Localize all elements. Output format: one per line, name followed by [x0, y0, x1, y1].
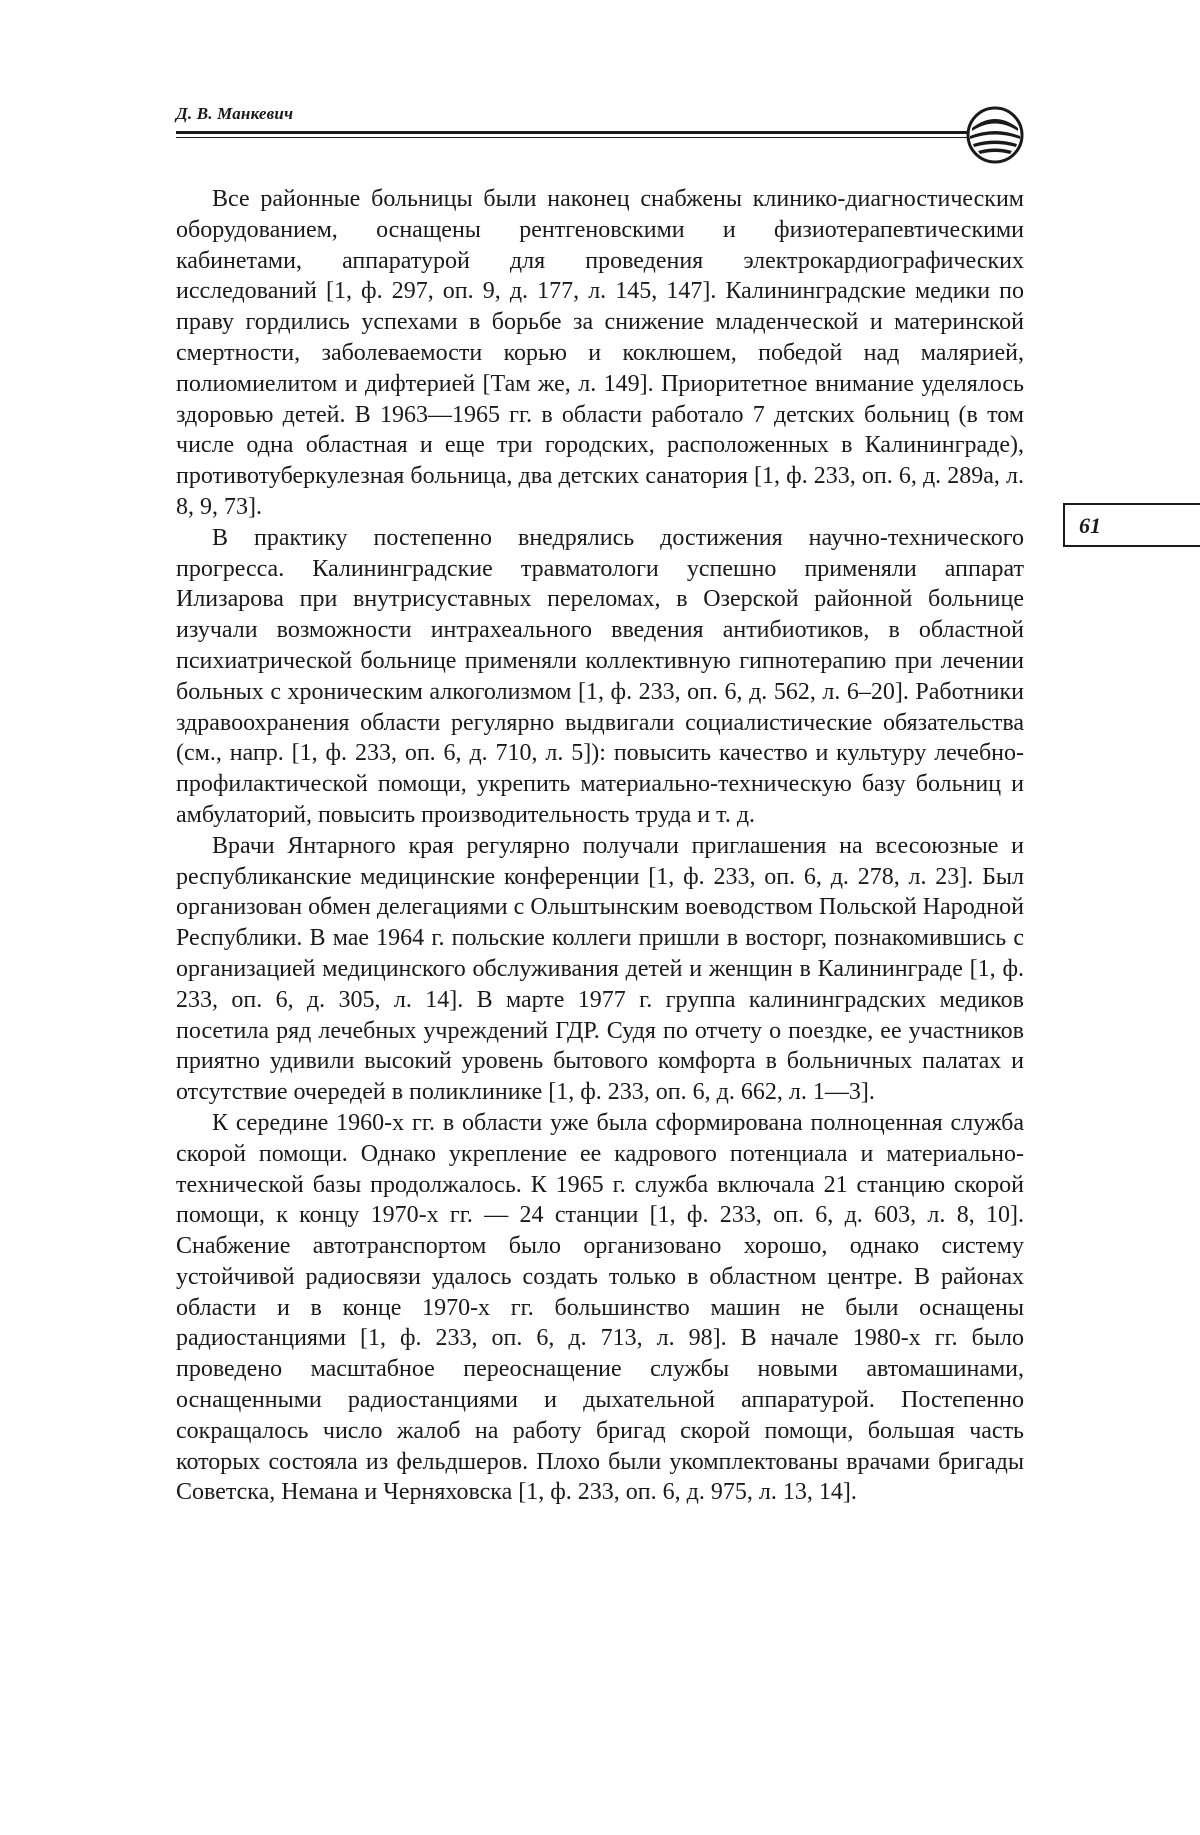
paragraph-1: Все районные больницы были наконец снабжены клинико-диагностическим оборудованием, оснащены рентгеновскими и физиотерапевтическими кабинетами, аппаратурой для проведения электрокардиографических исследований [1, ф. 297, оп. 9, д. 177, л. 145, 147]. Калининградские медики по праву гордились успехами в борьбе за снижение младенческой и материнской смертности, заболеваемости корью и коклюшем, победой над малярией, полиомиелитом и дифтерией [Там же, л. 149]. Приоритетное внимание уделялось здоровью детей. В 1963—1965 гг. в области работало 7 детских больниц (в том числе одна областная и еще три городских, расположенных в Калининграде), противотуберкулезная больница, два детских санатория [1, ф. 233, оп. 6, д. 289а, л. 8, 9, 73]. [176, 186, 1024, 520]
page-number: 61 [1079, 513, 1101, 538]
body-text [176, 184, 1024, 1508]
page-number-tab [1063, 503, 1200, 547]
paragraph-4: К середине 1960-х гг. в области уже была сформирована полноценная служба скорой помощи. Однако укрепление ее кадрового потенциала и материально-технической базы продолжалось. К 1965 г. служба включала 21 станцию скорой помощи, к концу 1970-х гг. — 24 станции [1, ф. 233, оп. 6, д. 603, л. 8, 10]. Снабжение автотранспортом было организовано хорошо, однако систему устойчивой радиосвязи удалось создать только в областном центре. В районах области и в конце 1970-х гг. большинство машин не были оснащены радиостанциями [1, ф. 233, оп. 6, д. 713, л. 98]. В начале 1980-х гг. было проведено масштабное переоснащение службы новыми автомашинами, оснащенными радиостанциями и дыхательной аппаратурой. Постепенно сокращалось число жалоб на работу бригад скорой помощи, большая часть которых состояла из фельдшеров. Плохо были укомплектованы врачами бригады Советска, Немана и Черняховска [1, ф. 233, оп. 6, д. 975, л. 13, 14]. [176, 1109, 1024, 1506]
paragraph-3: Врачи Янтарного края регулярно получали приглашения на всесоюзные и республиканские медицинские конференции [1, ф. 233, оп. 6, д. 278, л. 23]. Был организован обмен делегациями с Ольштынским воеводством Польской Народной Республики. В мае 1964 г. польские коллеги пришли в восторг, познакомившись с организацией медицинского обслуживания детей и женщин в Калининграде [1, ф. 233, оп. 6, д. 305, л. 14]. В марте 1977 г. группа калининградских медиков посетила ряд лечебных учреждений ГДР. Судя по отчету о поездке, ее участников приятно удивили высокий уровень бытового комфорта в больничных палатах и отсутствие очередей в поликлинике [1, ф. 233, оп. 6, д. 662, л. 1—3]. [176, 832, 1024, 1106]
running-head-author: Д. В. Манкевич [176, 104, 294, 123]
header-rule-thick [176, 131, 971, 134]
paragraph-2: В практику постепенно внедрялись достижения научно-технического прогресса. Калининградские травматологи успешно применяли аппарат Илизарова при внутрисуставных переломах, в Озерской районной больнице изучали возможности интрахеального введения антибиотиков, в областной психиатрической больнице применяли коллективную гипнотерапию при лечении больных с хроническим алкоголизмом [1, ф. 233, оп. 6, д. 562, л. 6–20]. Работники здравоохранения области регулярно выдвигали социалистические обязательства (см., напр. [1, ф. 233, оп. 6, д. 710, л. 5]): повысить качество и культуру лечебно-профилактической помощи, укрепить материально-техническую базу больниц и амбулаторий, повысить производительность труда и т. д. [176, 524, 1024, 828]
header-rule-thin [176, 137, 971, 138]
publisher-logo-icon [966, 106, 1024, 164]
